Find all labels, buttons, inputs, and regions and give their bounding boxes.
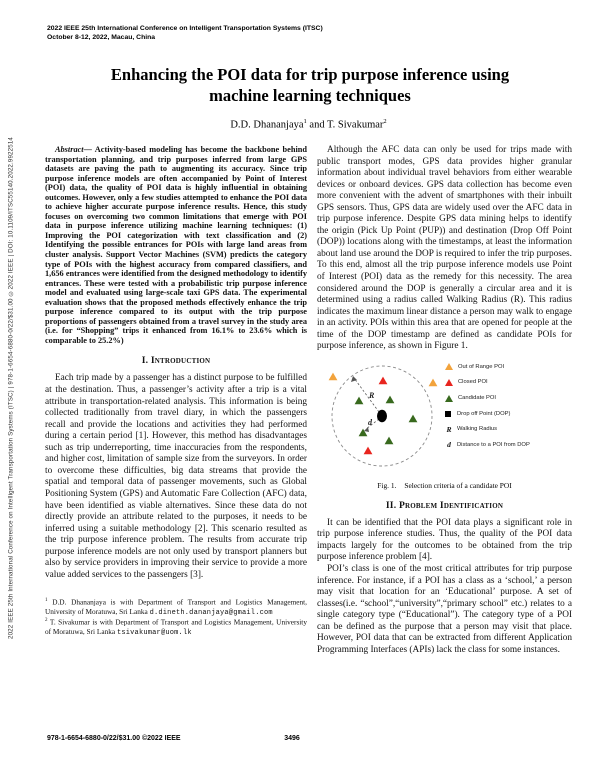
page-number: 3496 xyxy=(284,735,300,742)
figure-caption xyxy=(317,481,572,490)
candidate-poi-icon xyxy=(445,395,453,402)
legend-item-dop xyxy=(445,410,530,418)
footnotes-block xyxy=(45,597,307,637)
footnote-1-email: d.dineth.dananjaya@gmail.com xyxy=(149,608,273,617)
abstract-paragraph xyxy=(45,145,307,345)
legend-item-closed xyxy=(445,378,530,386)
page-footer xyxy=(47,735,572,742)
poi-marker-out_of_range xyxy=(329,372,338,380)
radius-label: R xyxy=(369,390,375,400)
poi-marker-out_of_range xyxy=(429,378,438,386)
drop-off-point-marker xyxy=(377,410,387,422)
footnote-1-text: D.D. Dhananjaya is with Department of Transport and Logistics Management, University of Moratuwa, Sri Lanka xyxy=(45,597,308,616)
abstract-label: Abstract— xyxy=(55,145,92,154)
legend-item-distance xyxy=(445,441,530,449)
introduction-paragraph: Each trip made by a passenger has a distinct purpose to be fulfilled at the destination. Thus, a passenger’s activity after a trip is a vital attribute in transportation-related analysis. This information is being collected traditionally from travel diary, in which the passengers recall and provide the locations and activities they had performed during a certain period [1]. However, this method has disadvantages such as trip underreporting, time inaccuracies from the respondents, and higher cost, limitation of sample size from the surveyors. In order to overcome these difficulties, big data streams that provide the spatial and temporal data of passenger movements, such as Global Positioning System (GPS) and Automatic Fare Collection (AFC) data, have been identified as viable alternatives. Since these data do not directly provide an attribute related to the purposes, it needs to be inferred using a suitable methodology [2]. This scenario resulted as the trip purpose inference problem. The results from accurate trip purpose inference models are not only used by transport planners but also by service providers in improving their service to provide a more value added services to the passengers [3]. xyxy=(45,373,307,580)
right-column xyxy=(317,145,572,656)
section-heading-problem-identification: II. Problem Identification xyxy=(385,499,504,511)
legend-label: Drop off Point (DOP) xyxy=(457,410,511,417)
poi-marker-candidate xyxy=(409,414,418,422)
radius-line xyxy=(354,378,379,412)
poi-marker-candidate xyxy=(385,436,394,444)
left-column xyxy=(45,145,307,656)
drop-off-point-icon xyxy=(445,411,451,417)
page-title: Enhancing the POI data for trip purpose inference using machine learning techniques xyxy=(110,65,510,105)
legend-item-candidate xyxy=(445,394,530,402)
sidebar-copyright-text: 2022 IEEE 25th International Conference on Intelligent Transportation Systems (ITSC) | 978-1-6654-6880-0/22/$31.00 ©2022 IEEE | DOI: 10.1109/ITSC55140.2022.9922514 xyxy=(7,137,15,640)
author-2: T. Sivakumar xyxy=(327,119,384,131)
conference-name: 2022 IEEE 25th International Conference on Intelligent Transportation Systems (ITSC) xyxy=(47,25,323,32)
abstract-text: Activity-based modeling has become the backbone behind transportation planning, and trip purposes inferred from large GPS datasets are paving the path to augmenting its accuracy. Since trip purpose inference models are often accompanied by Point of Interest (POI) data, the quality of POI data is highly influential in obtaining outcomes. However, only a few studies attempted to enhance the POI data to achieve higher accurate purpose inference results. Hence, this study focuses on overcoming two common limitations that emerge with POI data in purpose inference utilizing machine learning techniques: (1) Improving the POI categorization with text classification and (2) Identifying the possible entrances for POIs with large land areas from cluster analysis. Support Vector Machines (SVM) predicts the category type of POIs with the highest accuracy from compared classifiers, and 1,656 entrances were identified from the designed methodology to identify entrances. These were tested with a probabilistic trip purpose inference model and evaluated using large-scale taxi GPS data. The experimental evaluation shows that the proposed methods effectively enhance the trip purpose inference compared to its output with the trip purpose proportions of passengers obtained from a travel survey in the study area (i.e. for “Shopping” trips it enhanced from 16.1% to 23.6% which is comparable to 25.2%) xyxy=(45,145,307,345)
poi-marker-closed xyxy=(364,446,373,454)
two-column-body xyxy=(45,145,572,656)
footnote-2-marker: 2 xyxy=(45,618,48,624)
legend-label: Closed POI xyxy=(458,379,488,386)
distance-label: d xyxy=(368,417,372,427)
poi-marker-candidate xyxy=(355,396,364,404)
copyright-line: 978-1-6654-6880-0/22/$31.00 ©2022 IEEE xyxy=(47,735,181,742)
footnote-author-2 xyxy=(45,617,307,637)
distance-symbol: d xyxy=(447,440,451,450)
footnote-author-1 xyxy=(45,597,307,617)
gps-afc-paragraph: Although the AFC data can only be used for trips made with public transport modes, GPS data provides higher granular information about individual travel behaviors from either wearable devices or onboard devices. GPS data collection has become even more convenient with the advent of smartphones with their inbuilt GPS sensors. Thus, GPS data are widely used over the AFC data in trip purpose inference. Despite GPS data mining helps to identify the origin (Pick Up Point (PUP)) and destination (Drop Off Point (DOP)) locations along with the timestamps, at least the information about land use around the DOP is required to infer the trip purposes. To this end, almost all the trip purpose inference models use Point of Interest (POI) data as the remedy for this necessity. The area considered around the DOP is generally a circular area and it is determined using a radius called Walking Radius (R). This radius indicates the maximum linear distance a person may walk to engage in an activity. POIs within this area that are opened for people at the time of the DOP timestamp are defined as candidate POIs for purpose inference, as shown in Figure 1. xyxy=(317,145,572,352)
candidate-poi-diagram xyxy=(323,361,447,475)
figure-1 xyxy=(317,361,572,475)
legend-label: Walking Radius xyxy=(457,426,498,433)
section-heading-introduction: I. Introduction xyxy=(141,355,211,367)
footnote-2-text: T. Sivakumar is with Department of Transport and Logistics Management, University of Moratuwa, Sri Lanka xyxy=(45,617,307,636)
conference-header xyxy=(47,24,323,42)
out-of-range-poi-icon xyxy=(445,363,453,370)
author-1-affiliation-marker: 1 xyxy=(303,118,307,125)
author-1: D.D. Dhananjaya xyxy=(230,119,304,131)
authors-line xyxy=(45,118,572,131)
conference-date-location: October 8-12, 2022, Macau, China xyxy=(47,34,156,41)
figure-legend xyxy=(445,363,530,457)
poi-marker-closed xyxy=(379,376,388,384)
figure-caption-text: Selection criteria of a candidate POI xyxy=(404,480,512,490)
author-2-affiliation-marker: 2 xyxy=(383,118,387,125)
footnote-1-marker: 1 xyxy=(45,598,48,604)
problem-paragraph-1: It can be identified that the POI data plays a significant role in trip purpose inference studies. Thus, the quality of the POI data impacts largely for the outcomes to be obtained from the trip purpose inference problem [4]. xyxy=(317,517,572,563)
closed-poi-icon xyxy=(445,379,453,386)
legend-item-walking-radius xyxy=(445,425,530,433)
authors-connector: and xyxy=(306,119,328,131)
figure-caption-label: Fig. 1. xyxy=(377,480,397,490)
legend-label: Distance to a POI from DOP xyxy=(457,441,530,448)
poi-marker-candidate xyxy=(386,395,395,403)
problem-paragraph-2: POI’s class is one of the most critical attributes for trip purpose inference. For instance, if a POI has a class as a ‘school,’ a person may visit that location for an ‘Educational’ purpose. A set of classes(i.e. “school”,“university”,“primary school” etc.) relates to a single category type (“Educational”). The category type of a POI can be defined as the purpose that a person may visit that place. However, POI data that can be extracted from different Application Programming Interfaces (APIs) lack the class for some instances. xyxy=(317,564,572,655)
radius-symbol: R xyxy=(446,424,452,434)
footnote-2-email: tsivakumar@uom.lk xyxy=(116,628,192,637)
legend-item-out-of-range xyxy=(445,363,530,371)
legend-label: Out of Range POI xyxy=(458,363,505,370)
legend-label: Candidate POI xyxy=(458,395,497,402)
